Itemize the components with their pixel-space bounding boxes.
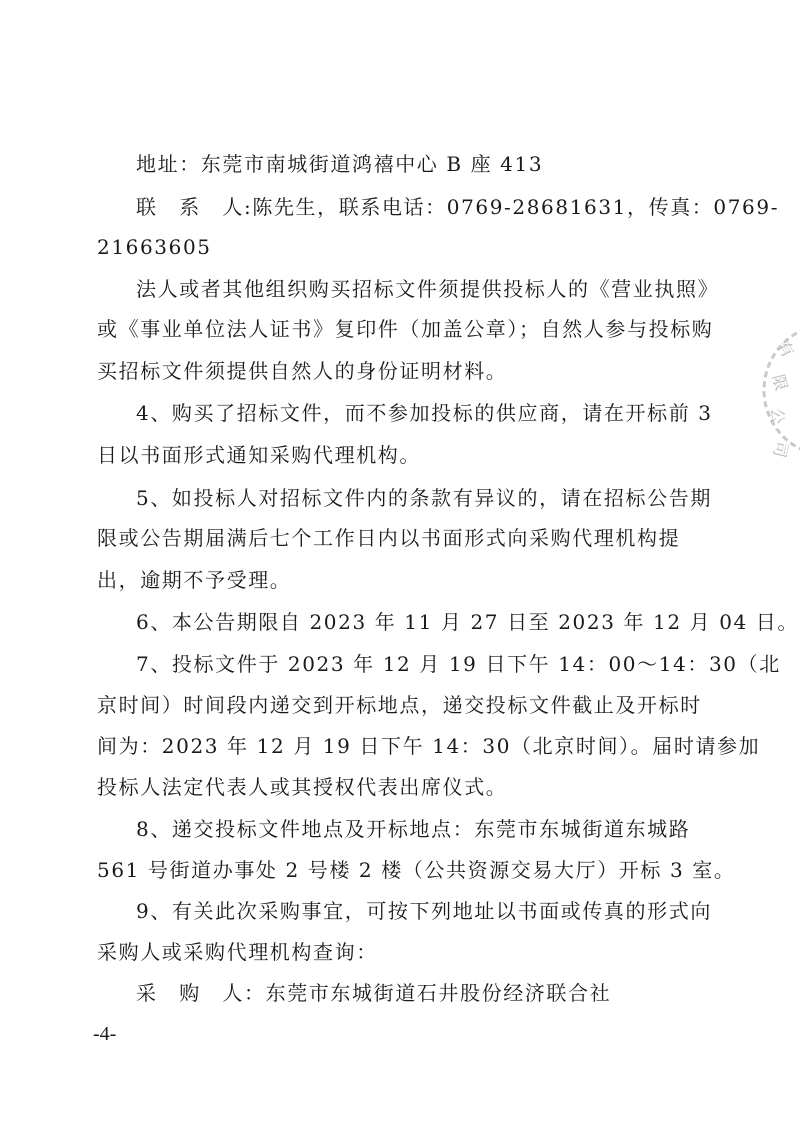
paragraph-line: 买招标文件须提供自然人的身份证明材料。 — [97, 359, 508, 383]
address-line: 地址：东莞市南城街道鸿禧中心 B 座 413 — [136, 152, 544, 176]
paragraph-line: 投标人法定代表人或其授权代表出席仪式。 — [97, 775, 508, 799]
page-number: -4- — [93, 1023, 117, 1045]
paragraph-line: 8、递交投标文件地点及开标地点：东莞市东城街道东城路 — [136, 817, 691, 841]
paragraph-line: 561 号街道办事处 2 号楼 2 楼（公共资源交易大厅）开标 3 室。 — [97, 858, 736, 882]
paragraph-line: 限或公告期届满后七个工作日内以书面形式向采购代理机构提 — [97, 526, 681, 550]
svg-text:有: 有 — [773, 337, 798, 361]
fax-continuation-line: 21663605 — [97, 235, 212, 259]
paragraph-line: 京时间）时间段内递交到开标地点，递交投标文件截止及开标时 — [97, 693, 702, 717]
svg-text:司: 司 — [769, 439, 793, 460]
paragraph-line: 7、投标文件于 2023 年 12 月 19 日下午 14：00～14：30（北 — [136, 652, 781, 676]
contact-line: 联 系 人:陈先生，联系电话：0769-28681631，传真：0769- — [136, 195, 780, 219]
purchaser-line: 采 购 人：东莞市东城街道石井股份经济联合社 — [136, 981, 612, 1005]
paragraph-line: 4、购买了招标文件，而不参加投标的供应商，请在开标前 3 — [136, 401, 713, 425]
paragraph-line: 5、如投标人对招标文件内的条款有异议的，请在招标公告期 — [136, 486, 712, 510]
paragraph-line: 9、有关此次采购事宜，可按下列地址以书面或传真的形式向 — [136, 899, 712, 923]
paragraph-line: 6、本公告期限自 2023 年 11 月 27 日至 2023 年 12 月 04 日。 — [136, 610, 800, 634]
company-seal-icon — [760, 300, 800, 500]
paragraph-line: 间为：2023 年 12 月 19 日下午 14：30（北京时间）。届时请参加 — [97, 734, 761, 758]
paragraph-line: 出，逾期不予受理。 — [97, 568, 292, 592]
paragraph-line: 法人或者其他组织购买招标文件须提供投标人的《营业执照》 — [136, 277, 720, 301]
paragraph-line: 或《事业单位法人证书》复印件（加盖公章）；自然人参与投标购 — [97, 317, 714, 341]
paragraph-line: 采购人或采购代理机构查询： — [97, 940, 378, 964]
svg-text:公: 公 — [768, 408, 787, 425]
paragraph-line: 日以书面形式通知采购代理机构。 — [97, 443, 421, 467]
svg-text:限: 限 — [768, 372, 792, 393]
